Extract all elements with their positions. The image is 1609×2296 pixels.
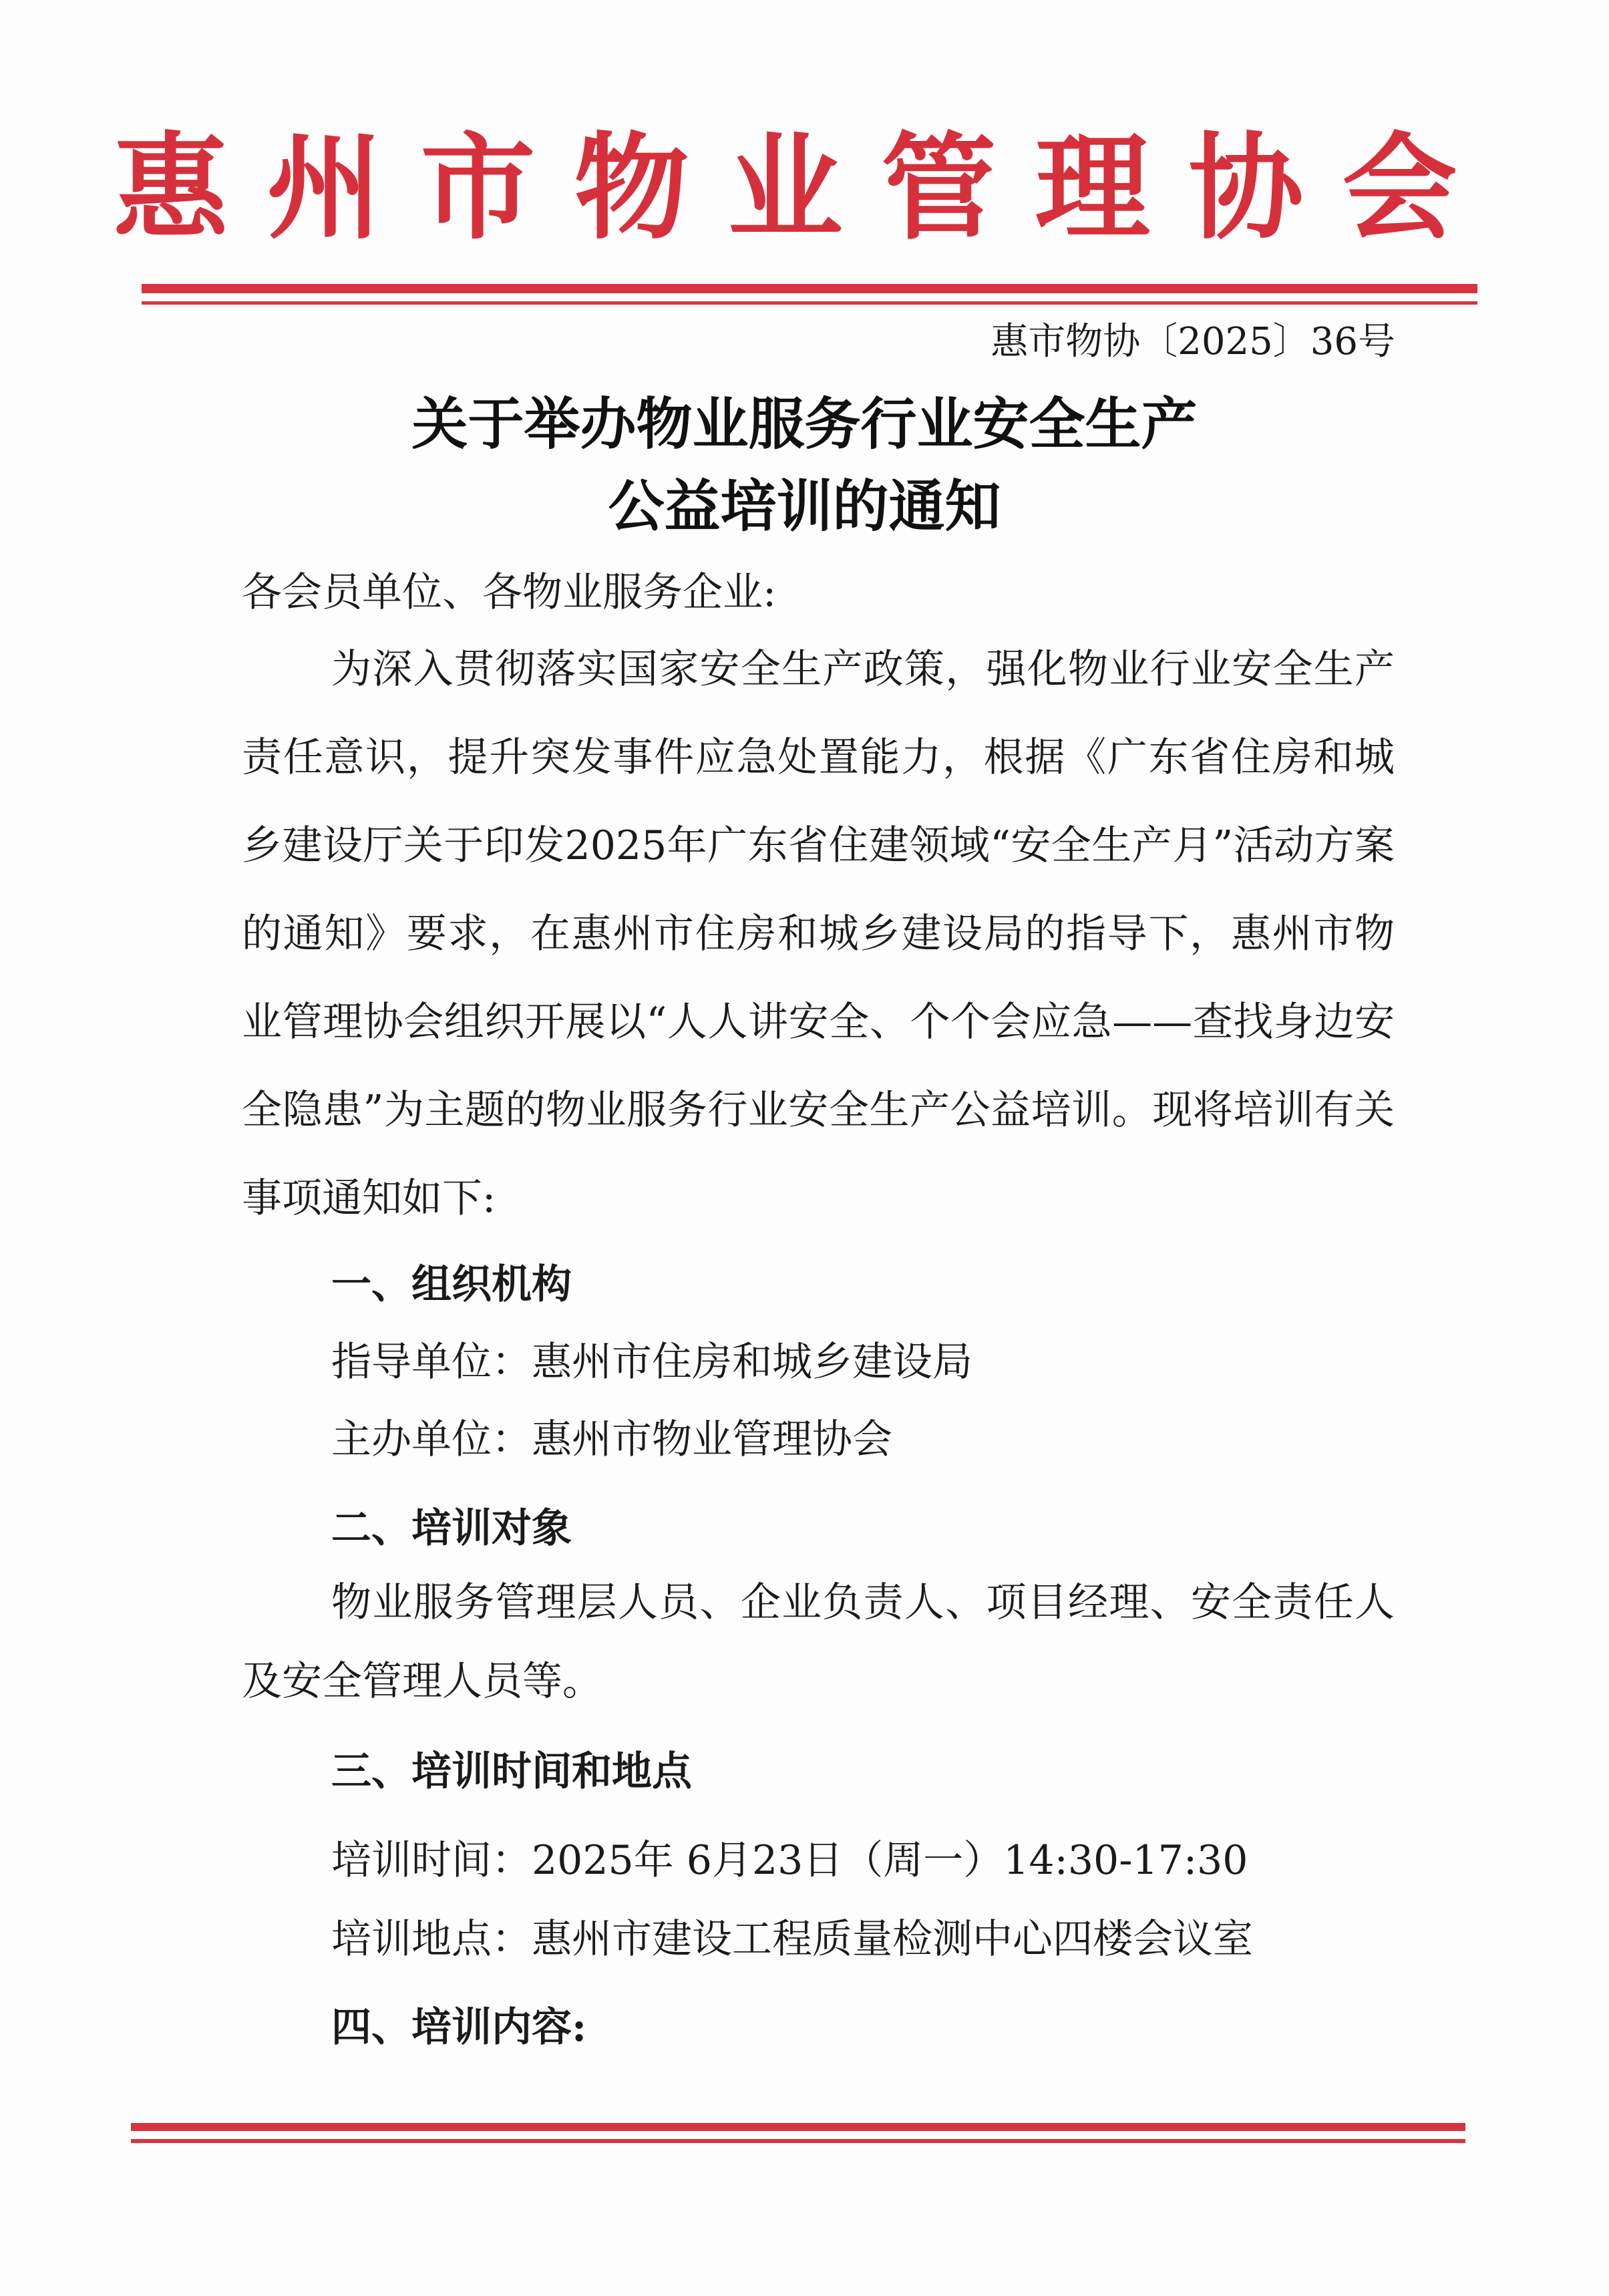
training-time-line: 培训时间：2025年 6月23日（周一）14:30-17:30: [331, 1837, 1248, 1884]
letterhead-org-name: 惠州市物业管理协会: [113, 121, 1496, 255]
audience-paragraph: 物业服务管理层人员、企业负责人、项目经理、安全责任人及安全管理人员等。: [242, 1579, 1395, 1705]
document-title-line-2: 公益培训的通知: [608, 473, 1001, 539]
section-heading-time-place: 三、培训时间和地点: [331, 1748, 692, 1795]
salutation: 各会员单位、各物业服务企业:: [242, 569, 777, 616]
guiding-unit-line: 指导单位：惠州市住房和城乡建设局: [331, 1339, 972, 1385]
training-location-line: 培训地点：惠州市建设工程质量检测中心四楼会议室: [331, 1916, 1253, 1963]
document-number: 惠市物协〔2025〕36号: [991, 320, 1395, 363]
footer-rule-thin: [131, 2139, 1465, 2143]
section-heading-organization: 一、组织机构: [331, 1261, 572, 1308]
letterhead-rule-thick: [142, 284, 1477, 293]
intro-paragraph: 为深入贯彻落实国家安全生产政策，强化物业行业安全生产责任意识，提升突发事件应急处置能力，根据《广东省住房和城乡建设厅关于印发2025年广东省住建领域“安全生产月”活动方案的通知》要求，在惠州市住房和城乡建设局的指导下，惠州市物业管理协会组织开展以“人人讲安全、个个会应急——查找身边安全隐患”为主题的物业服务行业安全生产公益培训。现将培训有关事项通知如下:: [242, 646, 1395, 1222]
document-title-line-1: 关于举办物业服务行业安全生产: [411, 391, 1198, 457]
section-heading-audience: 二、培训对象: [331, 1505, 572, 1552]
footer-rule-thick: [131, 2123, 1465, 2131]
section-heading-content: 四、培训内容:: [331, 2004, 587, 2051]
host-unit-line: 主办单位：惠州市物业管理协会: [331, 1416, 892, 1463]
letterhead-rule-thin: [142, 301, 1477, 305]
